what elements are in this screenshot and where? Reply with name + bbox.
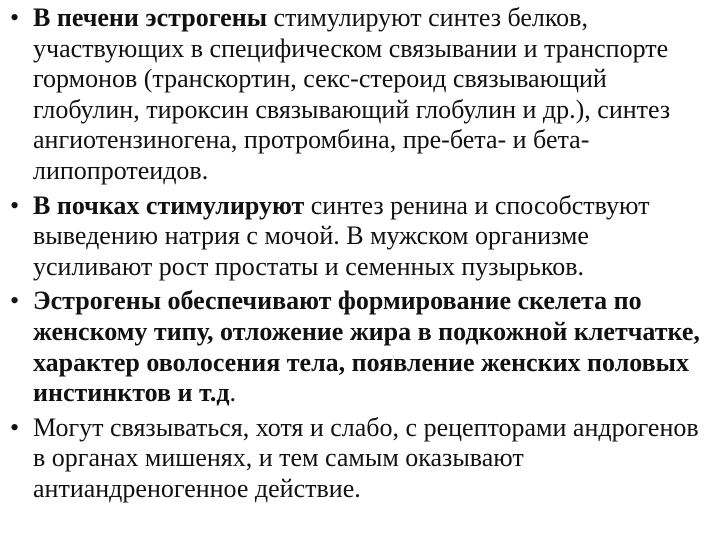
body-text: стимулируют синтез белков, участвующих в специфическом связывании и транспорте гормонов (транскортин, секс-стероид связывающий глобулин, тироксин связывающий глобулин и др.), синтез ангиотензиногена, протромбина, пре-бета- и бета-липопротеидов. bbox=[33, 3, 671, 185]
bullet-icon: • bbox=[10, 3, 20, 32]
list-item bbox=[8, 3, 712, 187]
bullet-list bbox=[8, 3, 712, 505]
list-item bbox=[8, 286, 712, 408]
bold-lead-text: В печени эстрогены bbox=[33, 3, 267, 32]
bullet-icon: • bbox=[10, 286, 20, 316]
body-text: синтез ренина и способствуют выведению натрия с мочой. В мужском организме усиливают рост простаты и семенных пузырьков. bbox=[33, 190, 650, 281]
bold-lead-text: В почках стимулируют bbox=[33, 190, 305, 220]
list-item bbox=[8, 191, 712, 283]
body-text: . bbox=[229, 378, 236, 408]
list-item bbox=[8, 413, 712, 505]
bullet-icon: • bbox=[10, 190, 20, 220]
bold-lead-text: Эстрогены обеспечивают формирование скелета по женскому типу, отложение жира в подкожной клетчатке, характер оволосения тела, появление женских половых инстинктов и т.д bbox=[33, 286, 700, 408]
bullet-icon: • bbox=[10, 412, 20, 442]
body-text: Могут связываться, хотя и слабо, с рецепторами андрогенов в органах мишенях, и тем самым оказывают антиандреногенное действие. bbox=[33, 412, 699, 503]
